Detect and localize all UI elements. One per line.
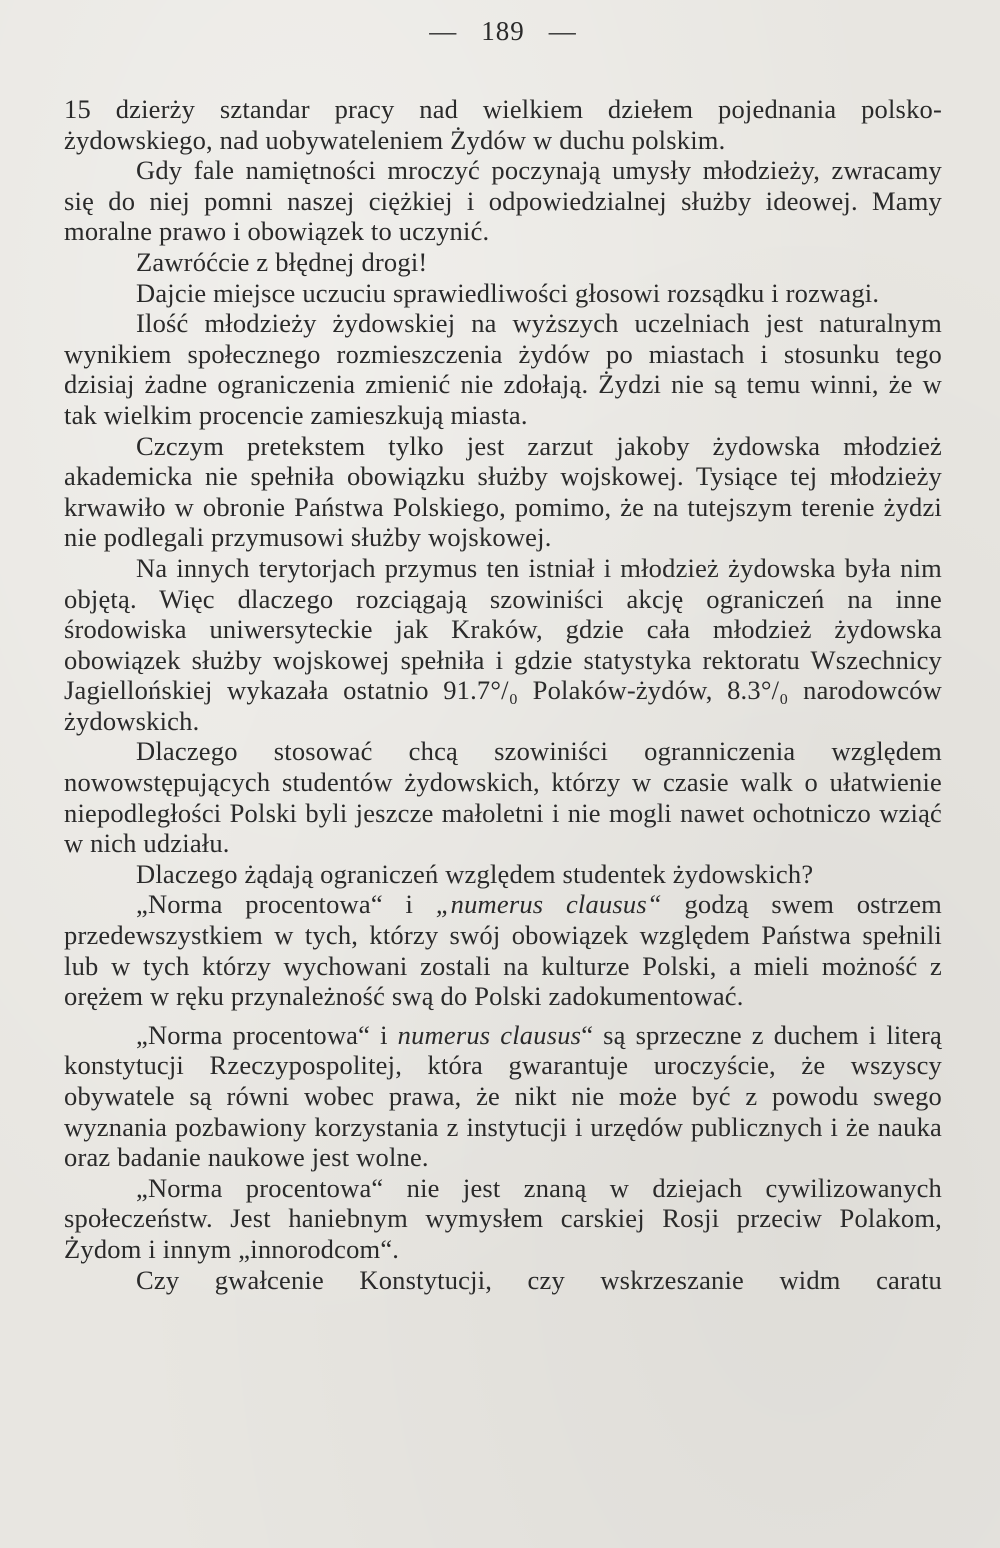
page-number: 189 [481, 16, 525, 46]
header-dash-right: — [548, 16, 577, 46]
paragraph-11 [64, 1020, 942, 1173]
paragraph-12: „Norma procentowa“ nie jest znaną w dziejach cywilizowanych społeczeństw. Jest haniebnym wymysłem carskiej Rosji przeciw Polakom, Żydom i innym „innorodcom“. [64, 1172, 942, 1264]
p11-part-3: “ są sprzeczne z duchem i literą konstytucji Rzeczypospolitej, która gwarantuje uroczyście, że wszyscy obywatele są równi wobec prawa, że nikt nie może być z powodu swego wyznania pozbawiony korzystania z instytucji i urzędów publicznych i że nauka oraz badanie naukowe jest wolne. [64, 1019, 942, 1173]
paragraph-5: Ilość młodzieży żydowskiej na wyższych uczelniach jest naturalnym wynikiem społecznego rozmieszczenia żydów po miastach i stosunku tego dzisiaj żadne ograniczenia zmienić nie zdołają. Żydzi nie są temu winni, że w tak wielkim procencie zamieszkują miasta. [64, 308, 942, 430]
paragraph-3: Zawróćcie z błędnej drogi! [136, 246, 428, 277]
p10-part-3: godzą swem ostrzem przedewszystkiem w tych, którzy swój obowiązek względem Państwa spełnili lub w tych którzy wychowani zostali na kulturze Polski, a mieli możność z orężem w ręku przynależność swą do Polski zadokumentować. [64, 889, 942, 1012]
paragraph-7: Na innych terytorjach przymus ten istniał i młodzież żydowska była nim objętą. Więc dlaczego rozciągają szowiniści akcję ograniczeń na inne środowiska uniwersyteckie jak Kraków, gdzie cała młodzież żydowska obowiązek służby wojskowej spełniła i gdzie statystyka rektoratu Wszechnicy Jagiellońskiej wykazała ostatnio 91.7°/₀ Polaków-żydów, 8.3°/₀ narodowców żydowskich. [64, 552, 942, 736]
paragraph-6: Czczym pretekstem tylko jest zarzut jakoby żydowska młodzież akademicka nie spełniła obowiązku służby wojskowej. Tysiące tej młodzieży krwawiło w obronie Państwa Polskiego, pomimo, że na tutejszym terenie żydzi nie podlegali przymusowi służby wojskowej. [64, 430, 942, 553]
page-header [64, 14, 942, 48]
paragraph-9: Dlaczego żądają ograniczeń względem studentek żydowskich? [136, 858, 814, 889]
paragraph-10 [64, 889, 942, 1011]
numerus-clausus-italic-2: numerus clausus [397, 1019, 582, 1050]
paragraph-2: Gdy fale namiętności mroczyć poczynają umysły młodzieży, zwracamy się do niej pomni naszej ciężkiej i odpowiedzialnej służby ideowej. Mamy moralne prawo i obowiązek to uczynić. [64, 155, 942, 247]
paragraph-1: 15 dzierży sztandar pracy nad wielkiem dziełem pojednania polsko-żydowskiego, nad uobywateleniem Żydów w duchu polskim. [64, 94, 942, 155]
paragraph-4: Dajcie miejsce uczuciu sprawiedliwości głosowi rozsądku i rozwagi. [136, 277, 880, 308]
paragraph-8: Dlaczego stosować chcą szowiniści ogranniczenia względem nowowstępujących studentów żydowskich, którzy w czasie walk o ułatwienie niepodległości Polski byli jeszcze małoletni i nie mogli nawet ochotniczo wziąć w nich udziału. [64, 736, 942, 859]
numerus-clausus-italic: „numerus clausus“ [435, 889, 662, 920]
p11-part-1: „Norma procentowa“ i [136, 1019, 398, 1050]
body-text [64, 94, 942, 1295]
paragraph-13: Czy gwałcenie Konstytucji, czy wskrzeszanie widm caratu [136, 1264, 942, 1295]
header-dash-left: — [429, 16, 458, 46]
p10-part-1: „Norma procentowa“ i [136, 889, 436, 920]
